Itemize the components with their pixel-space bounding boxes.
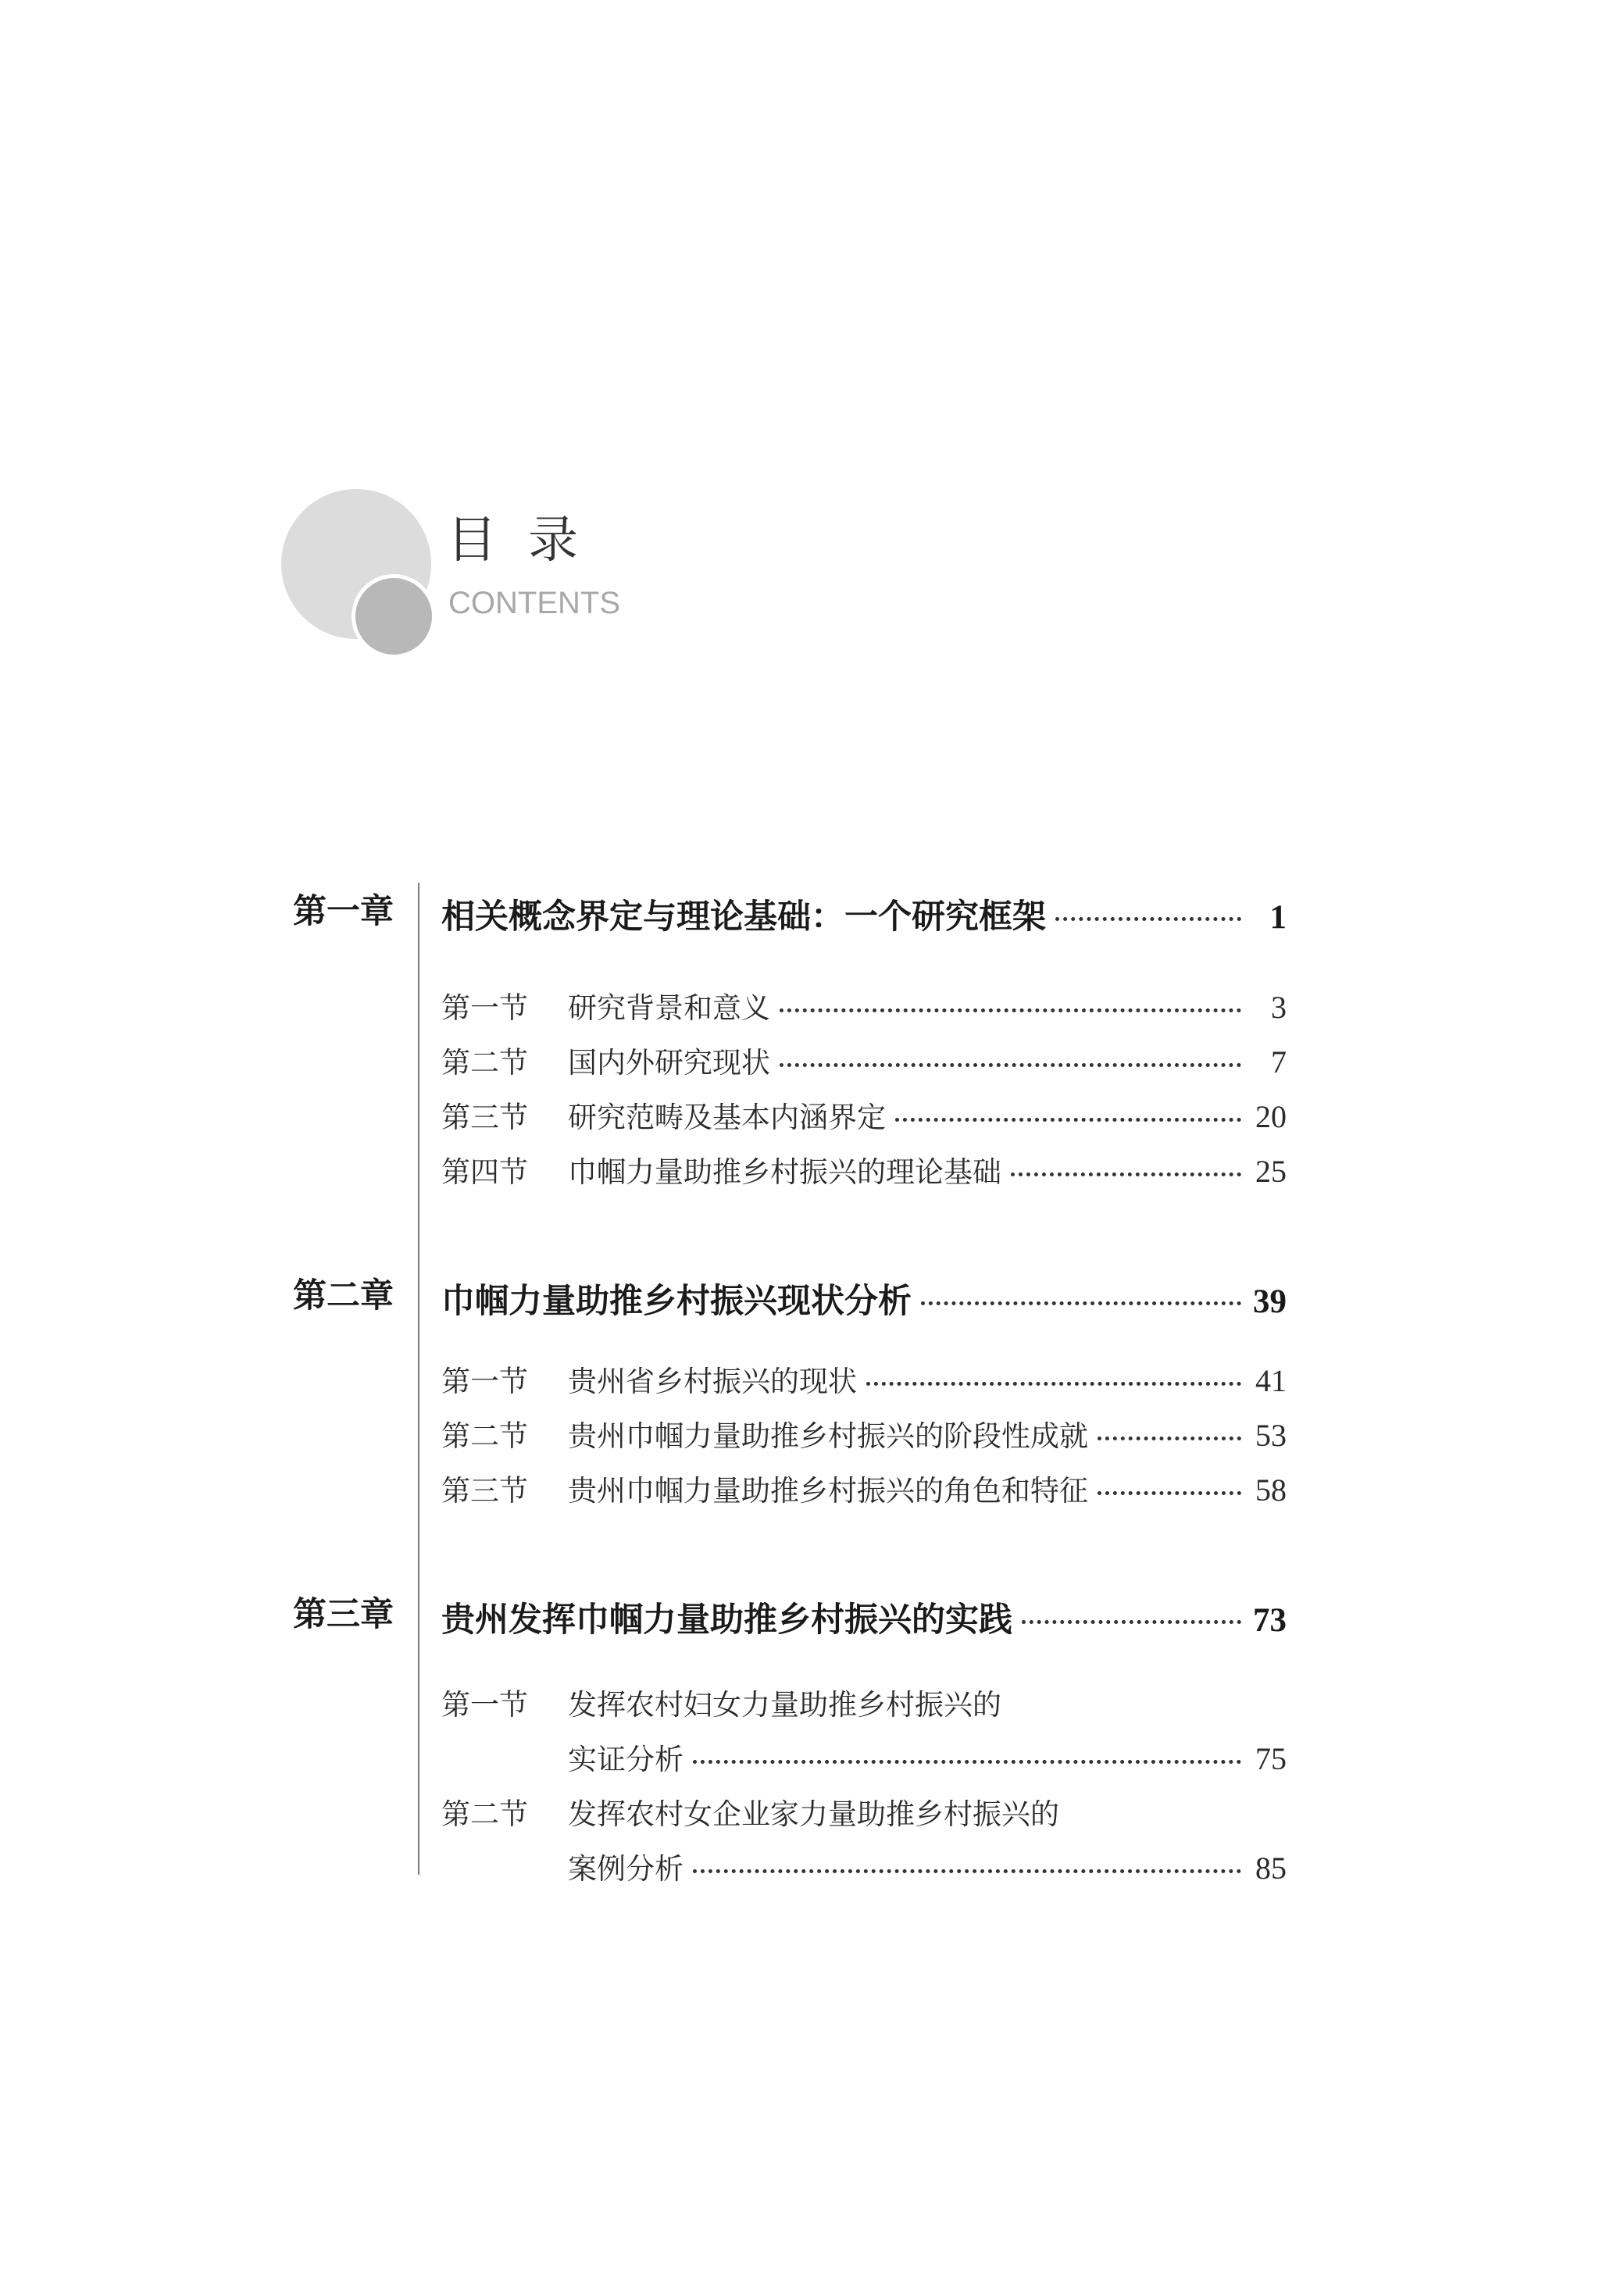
- chapter-2-label: 第二章: [293, 1276, 394, 1315]
- section-label: 第三节: [441, 1101, 528, 1134]
- section-page: 53: [1255, 1418, 1287, 1453]
- dot-leader: [1098, 1491, 1241, 1495]
- dot-leader: [780, 1063, 1241, 1067]
- toc-divider: [418, 883, 419, 1875]
- page-subtitle: CONTENTS: [448, 586, 620, 620]
- section-title-cont: 实证分析: [568, 1743, 684, 1776]
- section-3-2-continuation[interactable]: [568, 1845, 1287, 1887]
- section-title: 贵州省乡村振兴的现状: [568, 1365, 857, 1398]
- chapter-2-title: 巾帼力量助推乡村振兴现状分析: [441, 1282, 912, 1321]
- section-2-3-entry[interactable]: [441, 1467, 1287, 1509]
- dot-leader: [866, 1382, 1241, 1386]
- section-title: 国内外研究现状: [568, 1046, 770, 1080]
- dot-leader: [1022, 1620, 1241, 1624]
- section-3-1-continuation[interactable]: [568, 1736, 1287, 1778]
- section-page: 7: [1271, 1044, 1287, 1080]
- section-title: 贵州巾帼力量助推乡村振兴的角色和特征: [568, 1474, 1088, 1508]
- section-label: 第一节: [441, 1688, 528, 1722]
- section-label: 第一节: [441, 991, 528, 1025]
- section-label: 第二节: [441, 1046, 528, 1080]
- section-page: 20: [1255, 1099, 1287, 1134]
- header-circle-small: [352, 574, 436, 659]
- section-page: 85: [1255, 1851, 1287, 1886]
- chapter-1-title: 相关概念界定与理论基础：一个研究框架: [441, 898, 1046, 937]
- dot-leader: [1055, 917, 1241, 921]
- section-label: 第三节: [441, 1474, 528, 1508]
- section-page: 41: [1255, 1363, 1287, 1398]
- section-2-1-entry[interactable]: [441, 1358, 1287, 1400]
- dot-leader: [1098, 1437, 1241, 1440]
- section-title-cont: 案例分析: [568, 1852, 684, 1886]
- section-label: 第一节: [441, 1365, 528, 1398]
- section-1-2-entry[interactable]: [441, 1039, 1287, 1081]
- section-title: 贵州巾帼力量助推乡村振兴的阶段性成就: [568, 1419, 1088, 1453]
- chapter-2-entry[interactable]: [441, 1275, 1287, 1322]
- chapter-3-title: 贵州发挥巾帼力量助推乡村振兴的实践: [441, 1601, 1012, 1640]
- chapter-3-page: 73: [1253, 1602, 1287, 1639]
- dot-leader: [895, 1118, 1241, 1122]
- dot-leader: [780, 1008, 1241, 1012]
- dot-leader: [693, 1760, 1241, 1764]
- section-2-2-entry[interactable]: [441, 1412, 1287, 1454]
- section-page: 75: [1255, 1741, 1287, 1776]
- section-1-3-entry[interactable]: [441, 1094, 1287, 1136]
- section-page: 25: [1255, 1154, 1287, 1189]
- section-label: 第四节: [441, 1155, 528, 1189]
- dot-leader: [921, 1301, 1241, 1305]
- section-3-2-entry[interactable]: [441, 1790, 1287, 1833]
- dot-leader: [1011, 1172, 1241, 1176]
- section-page: 3: [1271, 990, 1287, 1025]
- chapter-2-page: 39: [1253, 1283, 1287, 1320]
- dot-leader: [693, 1869, 1241, 1873]
- section-title: 巾帼力量助推乡村振兴的理论基础: [568, 1155, 1001, 1189]
- chapter-1-entry[interactable]: [441, 891, 1287, 938]
- chapter-1-page: 1: [1269, 899, 1287, 936]
- page-title: 目录: [447, 512, 609, 569]
- chapter-3-entry[interactable]: [441, 1594, 1287, 1641]
- section-1-4-entry[interactable]: [441, 1148, 1287, 1190]
- section-title: 发挥农村妇女力量助推乡村振兴的: [568, 1688, 1001, 1722]
- chapter-3-label: 第三章: [293, 1595, 394, 1634]
- section-3-1-entry[interactable]: [441, 1681, 1287, 1723]
- section-title: 研究范畴及基本内涵界定: [568, 1101, 886, 1134]
- section-title: 发挥农村女企业家力量助推乡村振兴的: [568, 1797, 1059, 1831]
- chapter-1-label: 第一章: [293, 892, 394, 931]
- section-label: 第二节: [441, 1419, 528, 1453]
- section-1-1-entry[interactable]: [441, 984, 1287, 1026]
- section-title: 研究背景和意义: [568, 991, 770, 1025]
- section-page: 58: [1255, 1472, 1287, 1508]
- section-label: 第二节: [441, 1797, 528, 1831]
